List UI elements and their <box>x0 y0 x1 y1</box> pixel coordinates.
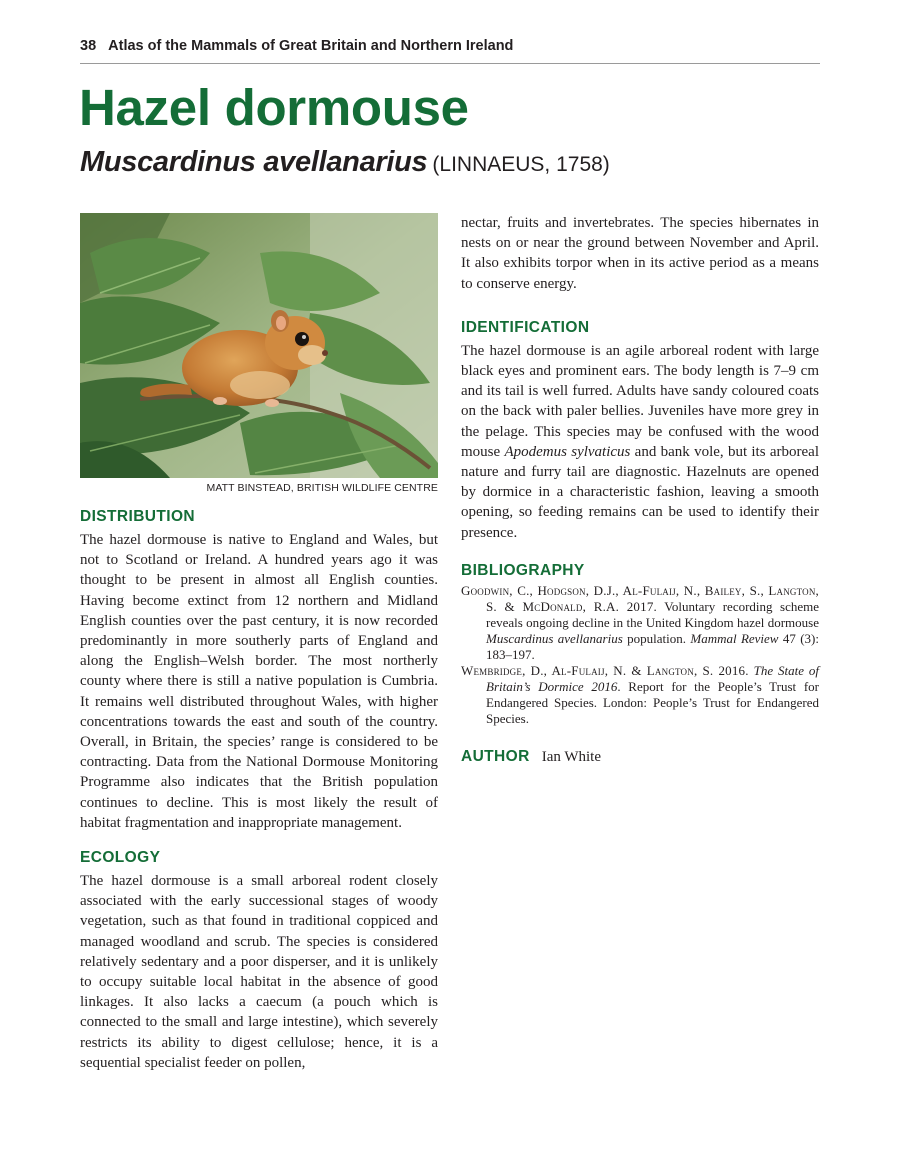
bibliography-section <box>461 561 819 727</box>
distribution-section <box>80 507 438 833</box>
ecology-heading: ECOLOGY <box>80 849 161 867</box>
bibliography-heading: BIBLIOGRAPHY <box>461 561 585 579</box>
bibliography-entry <box>461 663 819 727</box>
identification-species-italic: Apodemus sylvaticus <box>504 443 631 460</box>
dormouse-photo-illustration <box>80 213 438 478</box>
left-column <box>80 213 438 1073</box>
bib-authors: Wembridge, D., Al-Fulaij, N. & Langton, S. 2016. <box>461 662 749 678</box>
dormouse-photo <box>80 213 438 478</box>
author-label: AUTHOR <box>461 747 530 765</box>
ecology-text-left: The hazel dormouse is a small arboreal rodent closely associated with the early successional stages of woody vegetation, such as that found in traditional coppiced and managed woodland and scrub. The species is considered relatively sedentary and a poor disperser, and it is unlikely to occupy suitable local habitat in the absence of good linkages. It also lacks a caecum (a pouch which is connected to the small and large intestine), which severely restricts its ability to digest cellulose; hence, it is a sequential specialist feeder on pollen, <box>80 873 438 1071</box>
bib-title-italic: The State of Britain’s Dormice 2016 <box>486 662 819 694</box>
bib-authors: Goodwin, C., Hodgson, D.J., Al-Fulaij, N., Bailey, S., Langton, S. & McDonald, R.A. 2017. <box>461 582 819 614</box>
author-name: Ian White <box>541 748 601 765</box>
identification-section <box>461 318 819 543</box>
bib-text: . Report for the People’s Trust for Endangered Species. London: People’s Trust for Endangered Species. <box>486 678 819 726</box>
identification-text-after: and bank vole, but its arboreal nature and furry tail are diagnostic. Hazelnuts are opened by dormice in a characteristic fashion, leaving a smooth opening, so feeding remains can be used to identify their presence. <box>461 443 819 541</box>
distribution-text: The hazel dormouse is native to England and Wales, but not to Scotland or Ireland. A hundred years ago it was thought to be present in almost all English counties. Having become extinct from 12 northern and Midland English counties over the past century, it is now recorded predominantly in more southerly parts of England and along the English–Welsh border. The most northerly county where there is still a native population is Cumbria. It remains well distributed throughout Wales, with higher concentrations towards the east and south of the country. Overall, in Britain, the species’ range is considered to be contracting. Data from the National Dormouse Monitoring Programme also indicates that the British population continues to decline. This is most likely the result of habitat fragmentation and inappropriate management. <box>80 532 438 831</box>
species-common-name: Hazel dormouse <box>79 79 469 136</box>
right-column <box>461 213 819 767</box>
author-line <box>461 747 819 767</box>
bib-citation: 47 (3): 183–197. <box>486 630 819 662</box>
page-number: 38 <box>80 38 97 54</box>
bib-species-italic: Muscardinus avellanarius <box>486 630 623 646</box>
identification-text <box>461 341 819 543</box>
bib-text-2: population. <box>622 630 691 646</box>
book-title: Atlas of the Mammals of Great Britain and Northern Ireland <box>108 38 514 54</box>
ecology-text-right: nectar, fruits and invertebrates. The species hibernates in nests on or near the ground between November and April. It also exhibits torpor when in its active period as a means to conserve energy. <box>461 215 819 292</box>
bib-journal: Mammal Review <box>690 630 779 646</box>
photo-credit: MATT BINSTEAD, BRITISH WILDLIFE CENTRE <box>206 482 438 494</box>
species-scientific-line <box>80 142 610 187</box>
identification-text-before: The hazel dormouse is an agile arboreal rodent with large black eyes and prominent ears. The body length is 7–9 cm and its tail is well furred. Adults have sandy coloured coats on the back with paler bellies. Juveniles have more grey in the pelage. This species may be confused with the wood mouse <box>461 342 819 460</box>
bibliography-entry <box>461 583 819 663</box>
bib-text: Voluntary recording scheme reveals ongoing decline in the United Kingdom hazel dormouse <box>486 598 819 630</box>
distribution-heading: DISTRIBUTION <box>80 508 196 525</box>
species-scientific-name: Muscardinus avellanarius <box>80 146 428 178</box>
running-head <box>80 38 820 64</box>
identification-heading: IDENTIFICATION <box>461 318 590 336</box>
ecology-section <box>80 848 438 1073</box>
species-authority: (LINNAEUS, 1758) <box>432 153 610 176</box>
